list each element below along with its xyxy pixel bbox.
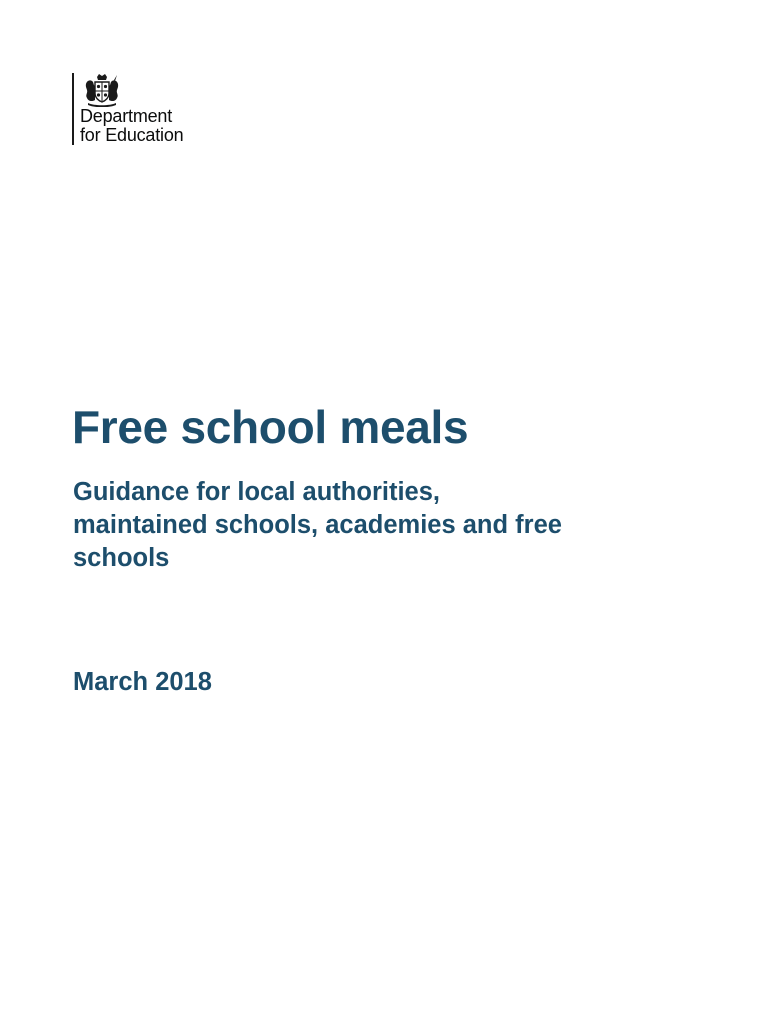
document-subtitle <box>73 476 713 575</box>
subtitle-line-1: Guidance for local authorities, <box>73 478 440 506</box>
royal-crest-icon <box>82 73 122 107</box>
subtitle-line-3: schools <box>73 544 170 572</box>
subtitle-line-2: maintained schools, academies and free <box>73 511 562 539</box>
publication-date: March 2018 <box>73 668 212 696</box>
department-name-line1: Department <box>80 106 173 126</box>
document-title: Free school meals <box>72 401 469 453</box>
department-name-line2: for Education <box>80 125 184 145</box>
logo-body <box>74 73 183 145</box>
department-logo <box>72 73 183 145</box>
